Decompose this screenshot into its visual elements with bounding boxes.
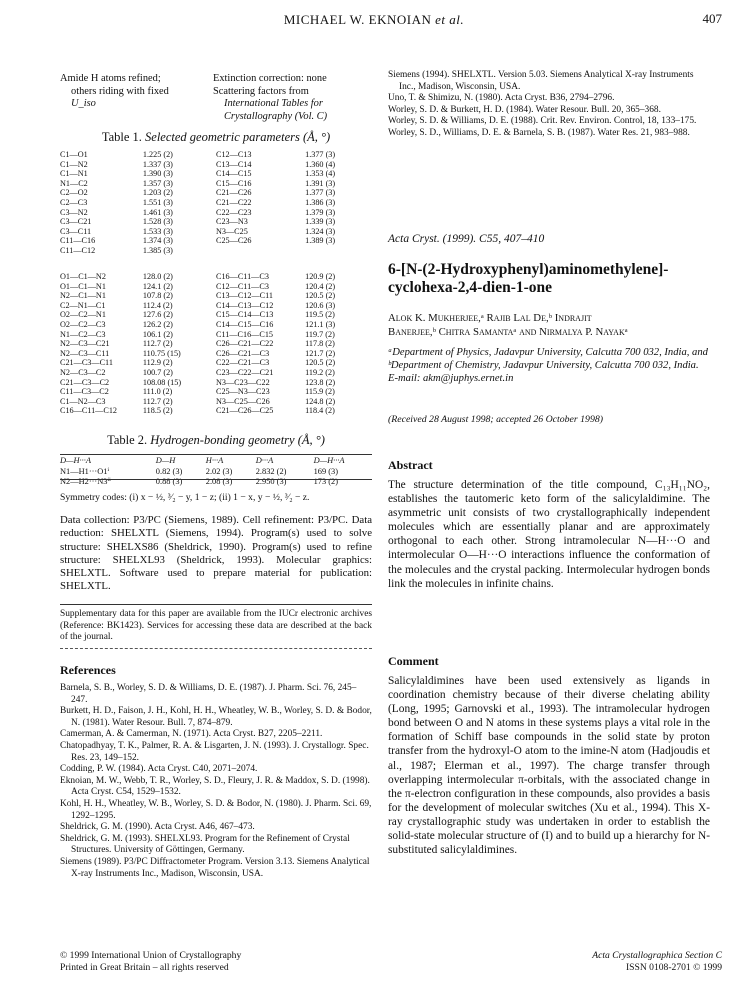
angle-table (60, 272, 372, 416)
table-cell: 108.08 (15) (142, 377, 182, 387)
table-cell: 124.1 (2) (142, 281, 173, 291)
footer-copyright (60, 950, 241, 973)
supp-bottom-dash (60, 648, 372, 649)
table-row (60, 169, 372, 179)
table-row (60, 320, 372, 330)
table-cell: 0.82 (3) (155, 467, 183, 476)
table-cell: 1.385 (3) (142, 245, 173, 255)
table-cell: 2.02 (3) (205, 467, 233, 476)
table-cell: 1.374 (3) (142, 236, 173, 246)
table-cell: C11—C16 (60, 236, 96, 246)
table-header-cell: D—H···A (60, 456, 91, 465)
abstract-heading (388, 458, 433, 473)
table-cell: 121.7 (2) (305, 348, 336, 358)
table2-symmetry: Symmetry codes: (i) x − ½, ³⁄₂ − y, 1 − z; (ii) 1 − x, y − ½, ³⁄₂ − z. (60, 492, 310, 503)
received-date: (Received 28 August 1998; accepted 26 October 1998) (388, 414, 604, 425)
table-cell: 1.339 (3) (305, 217, 336, 227)
table-cell: 1.353 (4) (305, 169, 336, 179)
table-cell: C13—C12—C11 (215, 291, 274, 301)
references-title: References (60, 663, 116, 677)
table1-bonds (60, 150, 372, 256)
table-cell: 115.9 (2) (305, 387, 335, 397)
table-row (60, 387, 372, 397)
reference-item: Barnela, S. B., Worley, S. D. & Williams, D. E. (1987). J. Pharm. Sci. 76, 245–247. (60, 683, 357, 705)
table2-top-rule (60, 454, 372, 455)
table-cell: 126.2 (2) (142, 319, 173, 329)
authors (388, 311, 718, 339)
table-cell: 1.337 (3) (142, 159, 173, 169)
table-cell: C21—C26 (215, 188, 252, 198)
reference-item: Sheldrick, G. M. (1993). SHELXL93. Program for the Refinement of Crystal Structures. University of Göttingen, Germany. (60, 833, 350, 856)
table-cell (216, 246, 297, 256)
table2-caption-title: Hydrogen-bonding geometry (Å, °) (150, 433, 325, 447)
table-row (60, 160, 372, 170)
table-cell: 2.08 (3) (205, 477, 233, 486)
table-row (60, 330, 372, 340)
table-cell: 117.8 (2) (305, 339, 335, 349)
table-row (60, 378, 372, 388)
reference-item: Kohl, H. H., Wheatley, W. B., Worley, S. D. & Bodor, N. (1980). J. Pharm. Sci. 69, 1292–1295. (60, 798, 372, 821)
table-cell: 173 (2) (313, 477, 339, 486)
table-cell: C11—C16—C15 (215, 329, 274, 339)
reference-item: Chatopadhyay, T. K., Palmer, R. A. & Lisgarten, J. N. (1993). J. Crystallogr. Spec. Res. 23, 149–152. (60, 740, 369, 763)
table-cell: O2—C2—C3 (60, 319, 106, 329)
references-list (60, 683, 372, 880)
table-cell: C22—C21—C3 (215, 358, 270, 368)
reference-item: Camerman, A. & Camerman, N. (1971). Acta Cryst. B27, 2205–2211. (60, 729, 323, 740)
table-cell: 112.7 (2) (142, 339, 173, 349)
reference-item: Burkett, H. D., Faison, J. H., Kohl, H. H., Wheatley, W. B., Worley, S. D. & Bodor, N. (1981). Water Resour. Bull. 7, 874–879. (60, 706, 372, 728)
table-row (60, 282, 372, 292)
authors-line: Alok K. Mukherjee,ᵃ Rajib Lal De,ᵇ Indrajit (388, 312, 592, 324)
supplementary-note: Supplementary data for this paper are available from the IUCr electronic archives (Reference: BK1423). Services for accessing these data are described at the back of the journal. (60, 609, 372, 642)
table-cell: C25—C26 (215, 236, 252, 246)
table-cell: C2—O2 (60, 188, 88, 198)
affiliation: ᵃDepartment of Physics, Jadavpur University, Calcutta 700 032, India, and ᵇDepartment of Chemistry, Jadavpur University, Calcutta 700 032, India. E-mail: akm@juphys.ernet.in (388, 347, 708, 384)
table-row (60, 198, 372, 208)
bond-table (60, 150, 372, 256)
table-cell: 119.7 (2) (305, 329, 335, 339)
refinement-meta-left (60, 73, 210, 111)
table-cell: 2.832 (2) (255, 467, 287, 476)
table-cell: C1—N2 (60, 159, 88, 169)
meta-line: others riding with fixed (71, 85, 169, 97)
table-cell: C22—C23 (215, 207, 252, 217)
table-cell: 107.8 (2) (142, 291, 173, 301)
table-cell: C16—C11—C12 (60, 406, 118, 416)
reference-item: Worley, S. D. & Williams, D. E. (1988). Crit. Rev. Environ. Control, 18, 133–175. (388, 116, 697, 127)
meta-line: U_iso (71, 98, 96, 110)
table2 (60, 456, 372, 487)
table-row (60, 217, 372, 227)
reference-item: Siemens (1989). P3/PC Diffractometer Program. Version 3.13. Siemens Analytical X-ray Instruments Inc., Madison, Wisconsin, USA. (60, 856, 370, 879)
table-cell: C26—C21—C22 (215, 339, 274, 349)
table-cell: 1.386 (3) (305, 197, 336, 207)
table-cell: N3—C25 (215, 226, 248, 236)
table-header-row (60, 456, 372, 467)
table-row (60, 397, 372, 407)
table-row (60, 467, 372, 477)
meta-line: Amide H atoms refined; (60, 73, 161, 84)
running-title: MICHAEL W. EKNOIAN (283, 12, 432, 27)
table-cell: C15—C16 (215, 178, 252, 188)
table-cell: C1—N1 (60, 169, 88, 179)
table2-bottom-rule (60, 479, 372, 480)
reference-item: Uno, T. & Shimizu, N. (1980). Acta Cryst. B36, 2794–2796. (388, 93, 615, 104)
abstract-title: Abstract (388, 458, 433, 472)
table-cell: C3—N2 (60, 207, 88, 217)
table-row (60, 150, 372, 160)
data-collection: Data collection: P3/PC (Siemens, 1989). Cell refinement: P3/PC. Data reduction: SHELXTL (Siemens, 1994). Program(s) used to solve structure: SHELXS86 (Sheldrick, 1990). Program(s) used to refine structure: SHELXL93 (Sheldrick, 1993). Molecular graphics: SHELXTL. Software used to prepare material for publication: SHELXTL. (60, 514, 372, 593)
references-heading (60, 663, 116, 678)
table-row (60, 368, 372, 378)
table-cell: 110.75 (15) (142, 348, 181, 358)
table-cell (297, 246, 372, 256)
table-cell: 1.203 (2) (142, 188, 173, 198)
table-cell: C23—C22—C21 (215, 367, 274, 377)
table-cell: C3—C21 (60, 217, 92, 227)
table-row (60, 291, 372, 301)
table-cell: 1.533 (3) (142, 226, 173, 236)
table-cell: 121.1 (3) (305, 319, 336, 329)
table-cell: 100.7 (2) (142, 367, 173, 377)
title-line: cyclohexa-2,4-dien-1-one (388, 279, 553, 296)
table-cell: C21—C22 (215, 197, 252, 207)
table-cell: 111.0 (2) (142, 387, 173, 397)
table-cell: 169 (3) (313, 467, 339, 476)
table-row (60, 236, 372, 246)
table-cell: C3—C11 (60, 226, 92, 236)
table-cell: 1.360 (4) (305, 159, 336, 169)
article-citation: Acta Cryst. (1999). C55, 407–410 (388, 233, 545, 245)
table-header-cell: D···A (255, 456, 274, 465)
table-header-cell: D—H···A (313, 456, 345, 465)
table-cell: N2—C3—C21 (60, 339, 110, 349)
table-cell: C15—C14—C13 (215, 310, 274, 320)
table-row (60, 188, 372, 198)
abstract-text: The structure determination of the title compound, C₁₃H₁₁NO₂, establishes the tautomeric keto form of the salicylaldimine. The asymmetric unit consists of two crystallographically independent molecules which are essentially planar and are approximately orthogonal to each other. Strong intramolecular N—H···O and intermolecular O—H···O interactions influence the conformation of the molecules and the crystal packing. Intermolecular hydrogen bonds link the molecules in infinite chains. (388, 479, 710, 590)
table-header-cell: H···A (205, 456, 224, 465)
refinement-meta-right (213, 73, 373, 123)
table-cell: N2—H2···N3ⁱⁱ (60, 477, 111, 486)
footer-line: © 1999 International Union of Crystallography (60, 950, 242, 961)
table-cell: C12—C11—C3 (215, 281, 269, 291)
table-cell: 1.389 (3) (305, 236, 336, 246)
table-cell: 1.551 (3) (142, 197, 173, 207)
table-row (60, 339, 372, 349)
table-cell: 120.6 (3) (305, 300, 336, 310)
footer-line: ISSN 0108-2701 © 1999 (625, 961, 722, 973)
table-cell: N3—C23—C22 (215, 377, 270, 387)
table-cell: 0.88 (3) (155, 477, 183, 486)
running-header (0, 12, 748, 28)
table-row (60, 301, 372, 311)
table-cell: 112.7 (2) (142, 396, 173, 406)
reference-item: Sheldrick, G. M. (1990). Acta Cryst. A46, 467–473. (60, 822, 255, 833)
table-cell: C11—C3—C2 (60, 387, 109, 397)
table-cell: 120.5 (2) (305, 291, 336, 301)
table-cell: C2—N1—C1 (60, 300, 106, 310)
table-cell: 123.8 (2) (305, 377, 336, 387)
table-cell: 1.377 (3) (305, 188, 336, 198)
table-row (60, 272, 372, 282)
footer-journal (592, 950, 722, 973)
table-cell: C16—C11—C3 (215, 272, 269, 281)
footer-line: Acta Crystallographica Section C (592, 950, 722, 961)
table-cell: 1.324 (3) (305, 226, 336, 236)
table-row (60, 358, 372, 368)
table1-caption-prefix: Table 1. (101, 130, 142, 144)
table-row (60, 406, 372, 416)
table-cell: C26—C21—C3 (215, 348, 270, 358)
table-cell: 106.1 (2) (142, 329, 173, 339)
table2-caption (60, 433, 372, 448)
table-cell: C13—C14 (215, 159, 252, 169)
table-cell: 1.391 (3) (305, 178, 336, 188)
article-title (388, 261, 718, 297)
table1-caption (60, 130, 372, 145)
table-cell: C21—C3—C11 (60, 358, 113, 368)
reference-item: Worley, S. D. & Burkett, H. D. (1984). Water Resour. Bull. 20, 365–368. (388, 104, 661, 115)
table-cell: 120.5 (2) (305, 358, 336, 368)
table-row (60, 208, 372, 218)
table-cell: C2—C3 (60, 197, 88, 207)
title-line: 6-[N-(2-Hydroxyphenyl)aminomethylene]- (388, 261, 669, 278)
table-cell: N2—C3—C11 (60, 348, 110, 358)
supp-top-rule (60, 604, 372, 605)
running-title-suffix: et al. (435, 12, 465, 27)
table-row (60, 310, 372, 320)
comment-text: Salicylaldimines have been used extensively as ligands in coordination chemistry because of their diverse chelating ability (Long, 1995; Garnovski et al., 1993). The intramolecular hydrogen bond between O and N atoms in these systems plays a vital role in the formation of Schiff base compounds in the solid state by proton transfer from the hydroxyl-O atom to the imine-N atom (Hadjoudis et al., 1987; Elerman et al., 1997). The charge transfer through overlapping intermolecular π-orbitals, with the associated change in the π-electron configuration in these compounds, also provides a basis for the development of molecular switches (Xu et al., 1994). This X-ray crystallographic study was undertaken in order to establish the solid-state molecular structure of (I) and to build up a hierarchy for N-substituted salicylaldimines. (388, 675, 710, 857)
table-cell: 119.5 (2) (305, 310, 335, 320)
reference-item: Codding, P. W. (1984). Acta Cryst. C40, 2071–2074. (60, 764, 258, 775)
table-cell: 124.8 (2) (305, 396, 336, 406)
table-row (60, 179, 372, 189)
table-header-cell: D—H (155, 456, 176, 465)
table-cell: C1—N2—C3 (60, 396, 106, 406)
table-cell: 120.4 (2) (305, 281, 336, 291)
table-cell: C12—C13 (215, 150, 252, 159)
meta-line: Crystallography (Vol. C) (224, 110, 328, 122)
table-cell: C14—C13—C12 (215, 300, 274, 310)
table-cell: 1.225 (2) (142, 150, 173, 159)
reference-item: Siemens (1994). SHELXTL. Version 5.03. Siemens Analytical X-ray Instruments Inc., Madison, Wisconsin, USA. (388, 70, 694, 92)
table-cell: C14—C15—C16 (215, 319, 274, 329)
table-row (60, 227, 372, 237)
footer-line: Printed in Great Britain – all rights reserved (60, 961, 229, 973)
table-cell: 2.950 (3) (255, 477, 287, 486)
table-cell: 119.2 (2) (305, 367, 335, 377)
table-cell: C21—C26—C25 (215, 406, 274, 416)
comment-heading (388, 654, 439, 669)
table-row (60, 349, 372, 359)
table-cell: O2—C2—N1 (60, 310, 106, 320)
table-cell: 1.379 (3) (305, 207, 336, 217)
table-cell: 112.9 (2) (142, 358, 173, 368)
table-cell: O1—C1—N2 (60, 272, 106, 281)
table-cell: C23—N3 (215, 217, 248, 227)
meta-line: International Tables for (224, 98, 323, 110)
table-cell: 1.390 (3) (142, 169, 173, 179)
table-cell: 128.0 (2) (142, 272, 173, 281)
page-number: 407 (702, 11, 722, 26)
table-cell: N3—C25—C26 (215, 396, 270, 406)
table-cell: 112.4 (2) (142, 300, 173, 310)
table-cell: 120.9 (2) (305, 272, 336, 281)
table-cell: N2—C1—N1 (60, 291, 106, 301)
table-cell: N1—H1···O1ⁱ (60, 467, 110, 476)
hbond-table (60, 456, 372, 487)
table-cell: C11—C12 (60, 245, 96, 255)
table-row (60, 246, 372, 256)
meta-line: Scattering factors from (213, 85, 309, 97)
table2-caption-prefix: Table 2. (107, 433, 148, 447)
reference-item: Worley, S. D., Williams, D. E. & Barnela, S. B. (1987). Water Res. 21, 983–988. (388, 127, 690, 138)
table-cell: N1—C2—C3 (60, 329, 106, 339)
authors-line: Banerjee,ᵇ Chitra Samantaᵃ and Nirmalya P. Nayakᵃ (388, 326, 628, 338)
table-cell: N2—C3—C2 (60, 367, 106, 377)
table-cell: 1.357 (3) (142, 178, 173, 188)
comment-title: Comment (388, 654, 439, 668)
table-cell: C1—O1 (60, 150, 88, 159)
table-cell: 1.528 (3) (142, 217, 173, 227)
table1-angles (60, 272, 372, 416)
table-cell: C14—C15 (215, 169, 252, 179)
table1-caption-title: Selected geometric parameters (Å, °) (145, 130, 331, 144)
references-list-right (388, 70, 710, 140)
table-cell: 127.6 (2) (142, 310, 173, 320)
table-cell: C25—N3—C23 (215, 387, 270, 397)
meta-line: Extinction correction: none (213, 73, 327, 84)
table-cell: 1.377 (3) (305, 150, 336, 159)
table-cell: 1.461 (3) (142, 207, 173, 217)
table-cell: O1—C1—N1 (60, 281, 106, 291)
reference-item: Eknoian, M. W., Webb, T. R., Worley, S. D., Fleury, J. R. & Maddox, S. D. (1998). Acta Cryst. C54, 1529–1532. (60, 775, 370, 798)
table-cell: 118.4 (2) (305, 406, 335, 416)
table-cell: 118.5 (2) (142, 406, 173, 416)
table-cell: C21—C3—C2 (60, 377, 110, 387)
table-cell: N1—C2 (60, 178, 88, 188)
